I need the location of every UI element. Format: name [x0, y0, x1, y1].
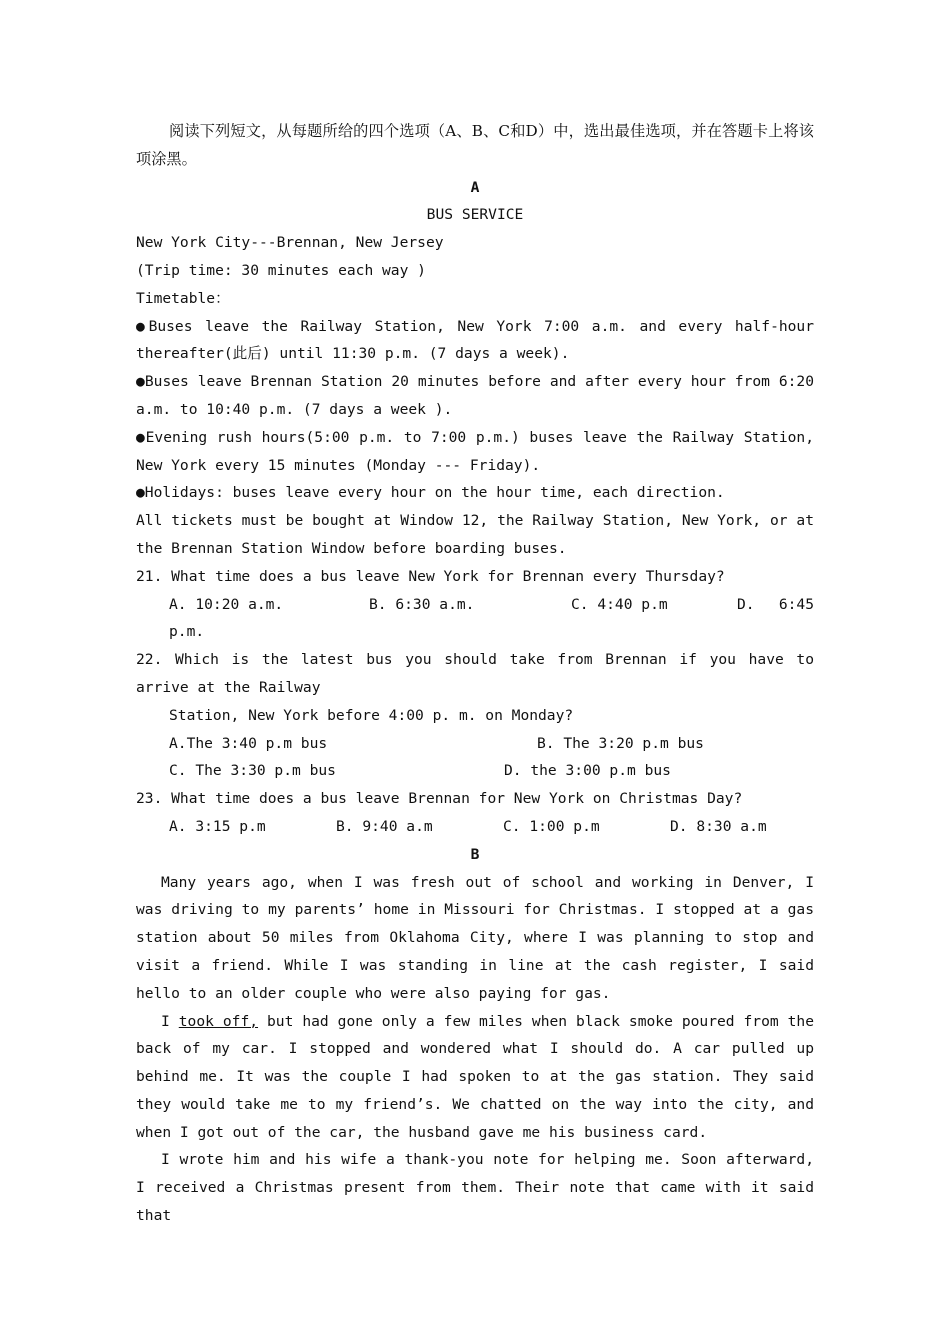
- question-23-options: [136, 813, 814, 841]
- option-b[interactable]: B. 6:30 a.m.: [369, 595, 475, 613]
- route: New York City---Brennan, New Jersey: [136, 234, 444, 252]
- option-b[interactable]: B. 9:40 a.m: [336, 817, 433, 835]
- underlined-phrase: took off,: [178, 1012, 259, 1030]
- question-21-stem: 21. What time does a bus leave New York for Brennan every Thursday?: [136, 567, 725, 585]
- question-22-stem-cont: Station, New York before 4:00 p. m. on Monday?: [169, 706, 574, 724]
- timetable-bullet: ●Evening rush hours(5:00 p.m. to 7:00 p.m.) buses leave the Railway Station, New York every 15 minutes (Monday --- Friday).: [136, 428, 814, 474]
- option-d[interactable]: D. 6:45 p.m.: [169, 595, 814, 641]
- option-a[interactable]: A. 3:15 p.m: [169, 817, 266, 835]
- tickets-note: All tickets must be bought at Window 12, the Railway Station, New York, or at the Brennan Station Window before boarding buses.: [136, 512, 814, 557]
- trip-time: (Trip time: 30 minutes each way ): [136, 261, 426, 279]
- question-21-options: [136, 591, 814, 647]
- passage-a-letter: A: [470, 178, 480, 196]
- question-22-options-row1: [136, 730, 814, 758]
- option-a[interactable]: A.The 3:40 p.m bus: [169, 734, 328, 752]
- timetable-bullet: ●Buses leave the Railway Station, New York 7:00 a.m. and every half-hour thereafter(此后) until 11:30 p.m. (7 days a week).: [136, 317, 814, 363]
- option-b[interactable]: B. The 3:20 p.m bus: [537, 734, 704, 752]
- option-d[interactable]: D. the 3:00 p.m bus: [504, 762, 671, 780]
- timetable-bullet: ●Buses leave Brennan Station 20 minutes before and after every hour from 6:20 a.m. to 10:40 p.m. (7 days a week ).: [136, 373, 814, 418]
- passage-b-paragraph-3: I wrote him and his wife a thank-you note for helping me. Soon afterward, I received a Christmas present from them. Their note that came with it said that: [136, 1151, 814, 1225]
- option-c[interactable]: C. 4:40 p.m: [571, 595, 668, 613]
- option-a[interactable]: A. 10:20 a.m.: [169, 595, 284, 613]
- option-c[interactable]: C. The 3:30 p.m bus: [169, 762, 336, 780]
- question-22-stem: 22. Which is the latest bus you should take from Brennan if you have to arrive at the Railway: [136, 651, 814, 696]
- passage-a-title: BUS SERVICE: [426, 206, 524, 224]
- instructions: 阅读下列短文，从每题所给的四个选项（A、B、C和D）中，选出最佳选项，并在答题卡上将该项涂黑。: [136, 122, 814, 168]
- option-c[interactable]: C. 1:00 p.m: [503, 817, 600, 835]
- timetable-bullet: ●Holidays: buses leave every hour on the hour time, each direction.: [136, 484, 725, 502]
- question-23-stem: 23. What time does a bus leave Brennan for New York on Christmas Day?: [136, 790, 743, 808]
- passage-b-paragraph-2: [136, 1008, 814, 1147]
- p2-rest: but had gone only a few miles when black smoke poured from the back of my car. I stopped and wondered what I should do. A car pulled up behind me. It was the couple I had spoken to at the gas station. They said they would take me to my friend’s. We chatted on the way into the city, and when I got out of the car, the husband gave me his business card.: [136, 1012, 814, 1141]
- passage-b-letter: B: [470, 845, 480, 863]
- option-d[interactable]: D. 8:30 a.m: [670, 817, 767, 835]
- timetable-label: Timetable：: [136, 289, 230, 307]
- exam-page: [136, 118, 814, 1230]
- question-22-options-row2: [136, 757, 814, 785]
- p2-start: I: [161, 1012, 179, 1030]
- passage-b-paragraph-1: Many years ago, when I was fresh out of school and working in Denver, I was driving to my parents’ home in Missouri for Christmas. I stopped at a gas station about 50 miles from Oklahoma City, where I was planning to stop and visit a friend. While I was standing in line at the cash register, I said hello to an older couple who were also paying for gas.: [136, 873, 814, 1002]
